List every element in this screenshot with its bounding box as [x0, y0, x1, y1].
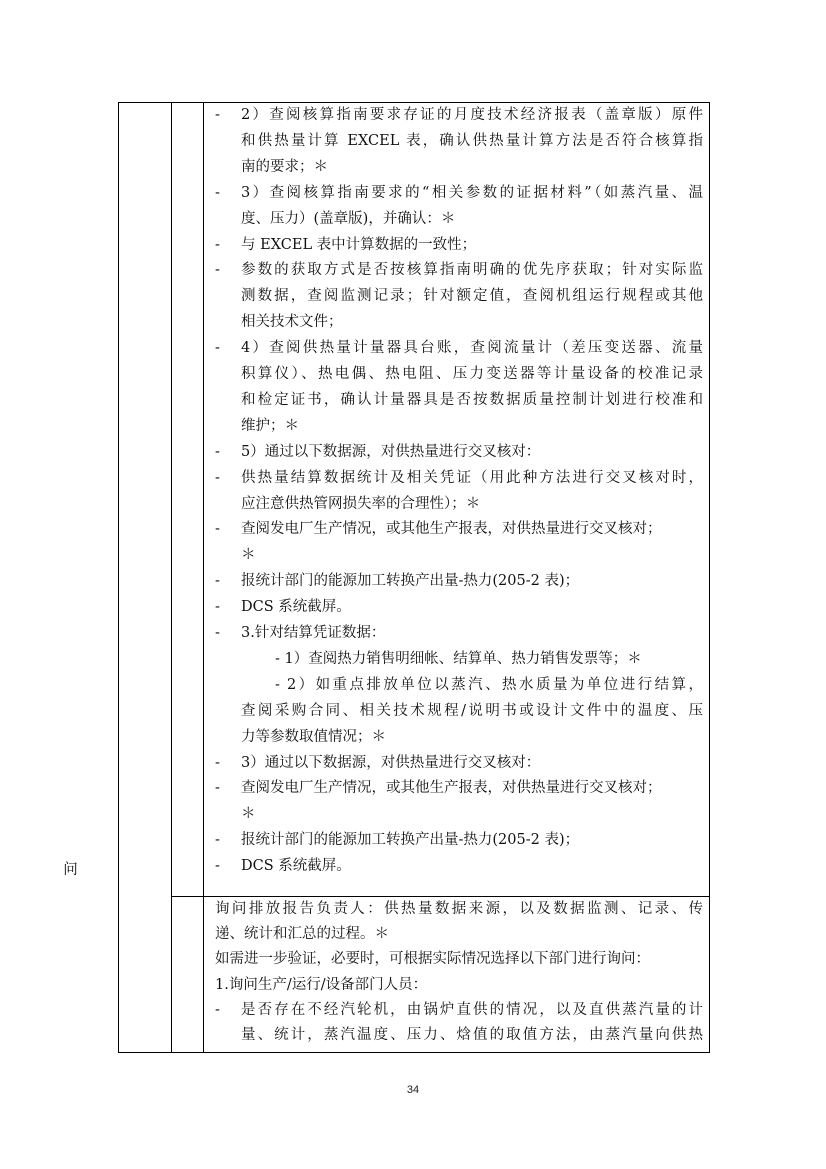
- bullet-dash: -: [215, 832, 220, 849]
- bullet-dash: -: [215, 236, 220, 253]
- bullet-dash: -: [215, 858, 220, 875]
- bullet-dash: -: [215, 1001, 220, 1018]
- bullet-dash: -: [215, 521, 220, 538]
- inquiry-method-label: 问: [63, 862, 78, 878]
- text-line: 3.针对结算凭证数据：: [241, 625, 386, 641]
- column-divider-1: [171, 103, 172, 1052]
- text-line: ＊: [241, 547, 256, 564]
- text-line: 和检定证书，确认计量器具是否按数据质量控制计划进行校准和: [241, 391, 703, 408]
- bullet-dash: -: [215, 599, 220, 616]
- bullet-dash: -: [215, 262, 220, 279]
- text-line: 应注意供热管网损失率的合理性）；＊: [241, 495, 481, 512]
- text-line: 和供热量计算 EXCEL 表，确认供热量计算方法是否符合核算指: [241, 132, 703, 149]
- bullet-dash: -: [215, 340, 220, 357]
- text-line: 如需进一步验证，必要时，可根据实际情况选择以下部门进行询问：: [215, 951, 650, 968]
- text-line: 与 EXCEL 表中计算数据的一致性；: [241, 236, 477, 253]
- text-line: 询问排放报告负责人：供热量数据来源，以及数据监测、记录、传: [215, 901, 703, 917]
- text-line: 供热量结算数据统计及相关凭证（用此种方法进行交叉核对时，: [241, 469, 703, 486]
- text-line: 参数的获取方式是否按核算指南明确的优先序获取；针对实际监: [241, 262, 703, 279]
- text-line: - 1）查阅热力销售明细帐、结算单、热力销售发票等；＊: [275, 650, 642, 667]
- text-line: 是否存在不经汽轮机，由锅炉直供的情况，以及直供蒸汽量的计: [241, 1001, 703, 1018]
- text-line: DCS 系统截屏。: [241, 599, 351, 616]
- text-line: 报统计部门的能源加工转换产出量-热力(205-2 表)；: [241, 832, 580, 849]
- page-number: 34: [406, 1084, 420, 1096]
- text-line: 查阅发电厂生产情况，或其他生产报表，对供热量进行交叉核对；: [241, 521, 662, 538]
- bullet-dash: -: [215, 107, 220, 123]
- bullet-dash: -: [215, 754, 220, 771]
- text-line: 3）查阅核算指南要求的“相关参数的证据材料”（如蒸汽量、温: [241, 184, 703, 201]
- method-cell-inquiry: [207, 897, 709, 1053]
- text-line: 积算仪）、热电偶、热电阻、压力变送器等计量设备的校准记录: [241, 366, 703, 382]
- bullet-dash: -: [215, 780, 220, 797]
- text-line: 度、压力）(盖章版)，并确认：＊: [241, 210, 456, 227]
- bullet-dash: -: [215, 573, 220, 590]
- text-line: 4）查阅供热量计量器具台账，查阅流量计（差压变送器、流量: [241, 340, 703, 357]
- bullet-dash: -: [215, 443, 220, 460]
- verification-table: [118, 102, 710, 1053]
- text-line: 1.询问生产/运行/设备部门人员：: [215, 976, 428, 993]
- text-line: 5）通过以下数据源，对供热量进行交叉核对：: [241, 443, 541, 460]
- text-line: 查阅采购合同、相关技术规程/说明书或设计文件中的温度、压: [241, 702, 703, 719]
- text-line: 南的要求；＊: [241, 158, 328, 175]
- text-line: 测数据，查阅监测记录；针对额定值，查阅机组运行规程或其他: [241, 288, 703, 305]
- bullet-dash: -: [215, 184, 220, 201]
- text-line: 维护；＊: [241, 417, 299, 434]
- text-line: 递、统计和汇总的过程。＊: [215, 926, 389, 943]
- text-line: 3）通过以下数据源，对供热量进行交叉核对：: [241, 754, 541, 771]
- text-line: - 2）如重点排放单位以蒸汽、热水质量为单位进行结算，: [275, 676, 703, 693]
- text-line: 量、统计，蒸汽温度、压力、焓值的取值方法，由蒸汽量向供热: [241, 1027, 703, 1043]
- method-cell-review: [207, 103, 709, 896]
- bullet-dash: -: [215, 469, 220, 486]
- text-line: ＊: [241, 806, 256, 823]
- text-line: 力等参数取值情况；＊: [241, 728, 386, 745]
- text-line: 查阅发电厂生产情况，或其他生产报表，对供热量进行交叉核对；: [241, 780, 662, 797]
- column-divider-2: [203, 103, 204, 1052]
- text-line: 2）查阅核算指南要求存证的月度技术经济报表（盖章版）原件: [241, 107, 703, 123]
- text-line: 报统计部门的能源加工转换产出量-热力(205-2 表)；: [241, 573, 580, 590]
- text-line: 相关技术文件；: [241, 314, 343, 331]
- bullet-dash: -: [215, 625, 220, 641]
- text-line: DCS 系统截屏。: [241, 858, 351, 875]
